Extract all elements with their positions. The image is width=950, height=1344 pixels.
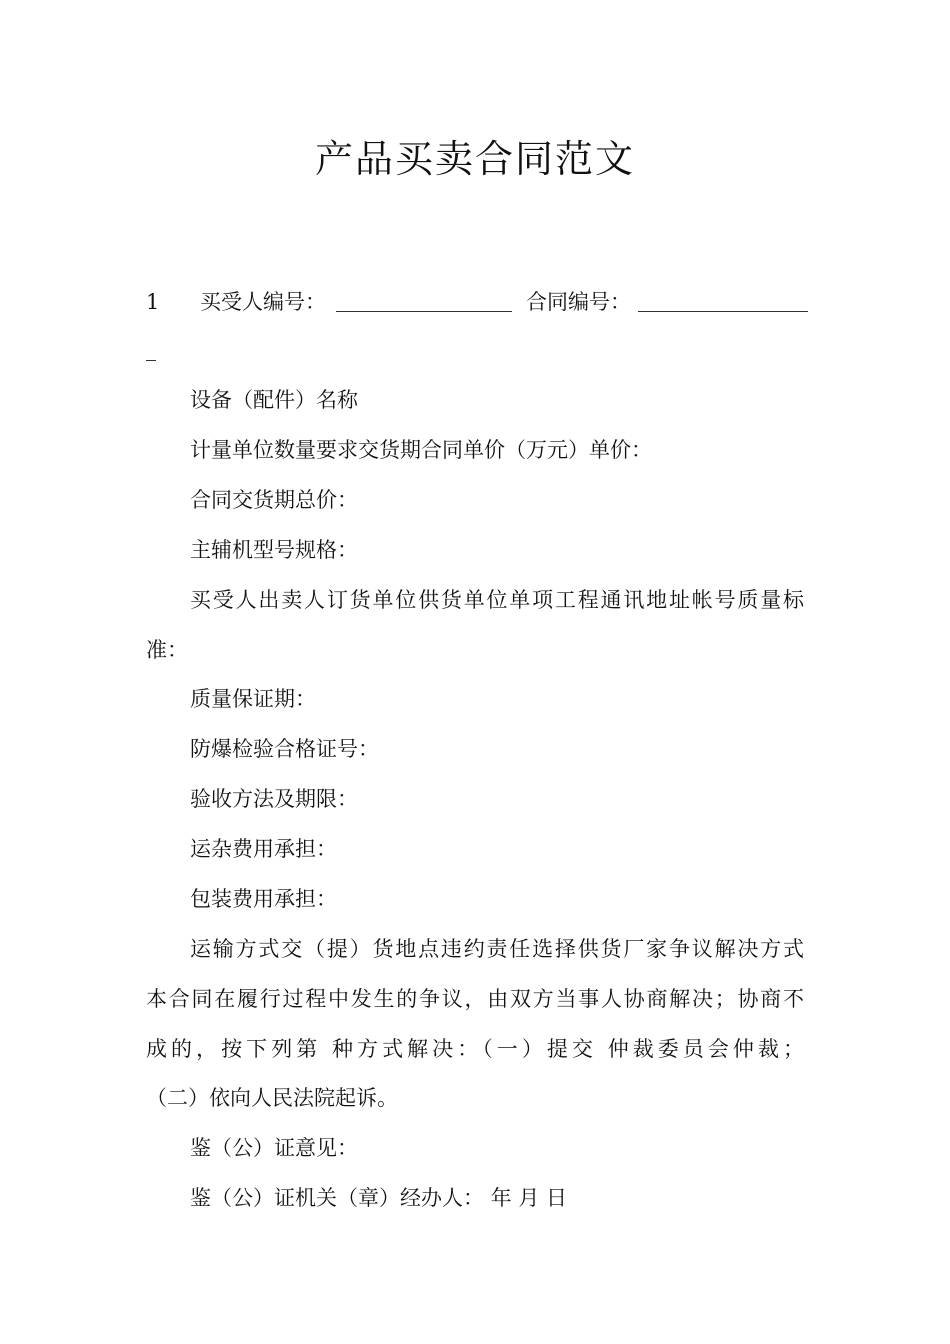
total-price-line: 合同交货期总价：	[190, 488, 358, 512]
warranty-period-line: 质量保证期：	[190, 687, 316, 711]
notary-opinion-line: 鉴（公）证意见：	[190, 1136, 358, 1160]
parties-line-cont: 准：	[146, 638, 188, 662]
contract-number-blank	[638, 311, 808, 312]
packaging-cost-line: 包装费用承担：	[190, 887, 337, 911]
parties-line: 买受人出卖人订货单位供货单位单项工程通讯地址帐号质量标	[190, 588, 804, 612]
equipment-name-line: 设备（配件）名称	[190, 388, 358, 412]
buyer-number-blank	[336, 311, 512, 312]
dispute-line-4: （二）依向人民法院起诉。	[146, 1086, 398, 1110]
model-spec-line: 主辅机型号规格：	[190, 538, 358, 562]
document-title: 产品买卖合同范文	[314, 137, 635, 181]
dispute-line-1: 运输方式交（提）货地点违约责任选择供货厂家争议解决方式	[190, 937, 804, 961]
freight-cost-line: 运杂费用承担：	[190, 837, 337, 861]
contract-number-label: 合同编号：	[526, 290, 631, 314]
dispute-line-2: 本合同在履行过程中发生的争议，由双方当事人协商解决；协商不	[146, 987, 804, 1011]
unit-price-line: 计量单位数量要求交货期合同单价（万元）单价：	[190, 438, 652, 462]
notary-signature-line: 鉴（公）证机关（章）经办人： 年 月 日	[190, 1186, 568, 1210]
contract-number-row	[146, 287, 808, 317]
explosion-proof-cert-line: 防爆检验合格证号：	[190, 737, 379, 761]
underline-continuation	[146, 360, 156, 361]
item-index: 1	[146, 290, 160, 314]
acceptance-method-line: 验收方法及期限：	[190, 787, 358, 811]
dispute-line-3: 成的，按下列第 种方式解决：（一）提交 仲裁委员会仲裁；	[146, 1037, 804, 1061]
buyer-number-label: 买受人编号：	[200, 290, 326, 314]
